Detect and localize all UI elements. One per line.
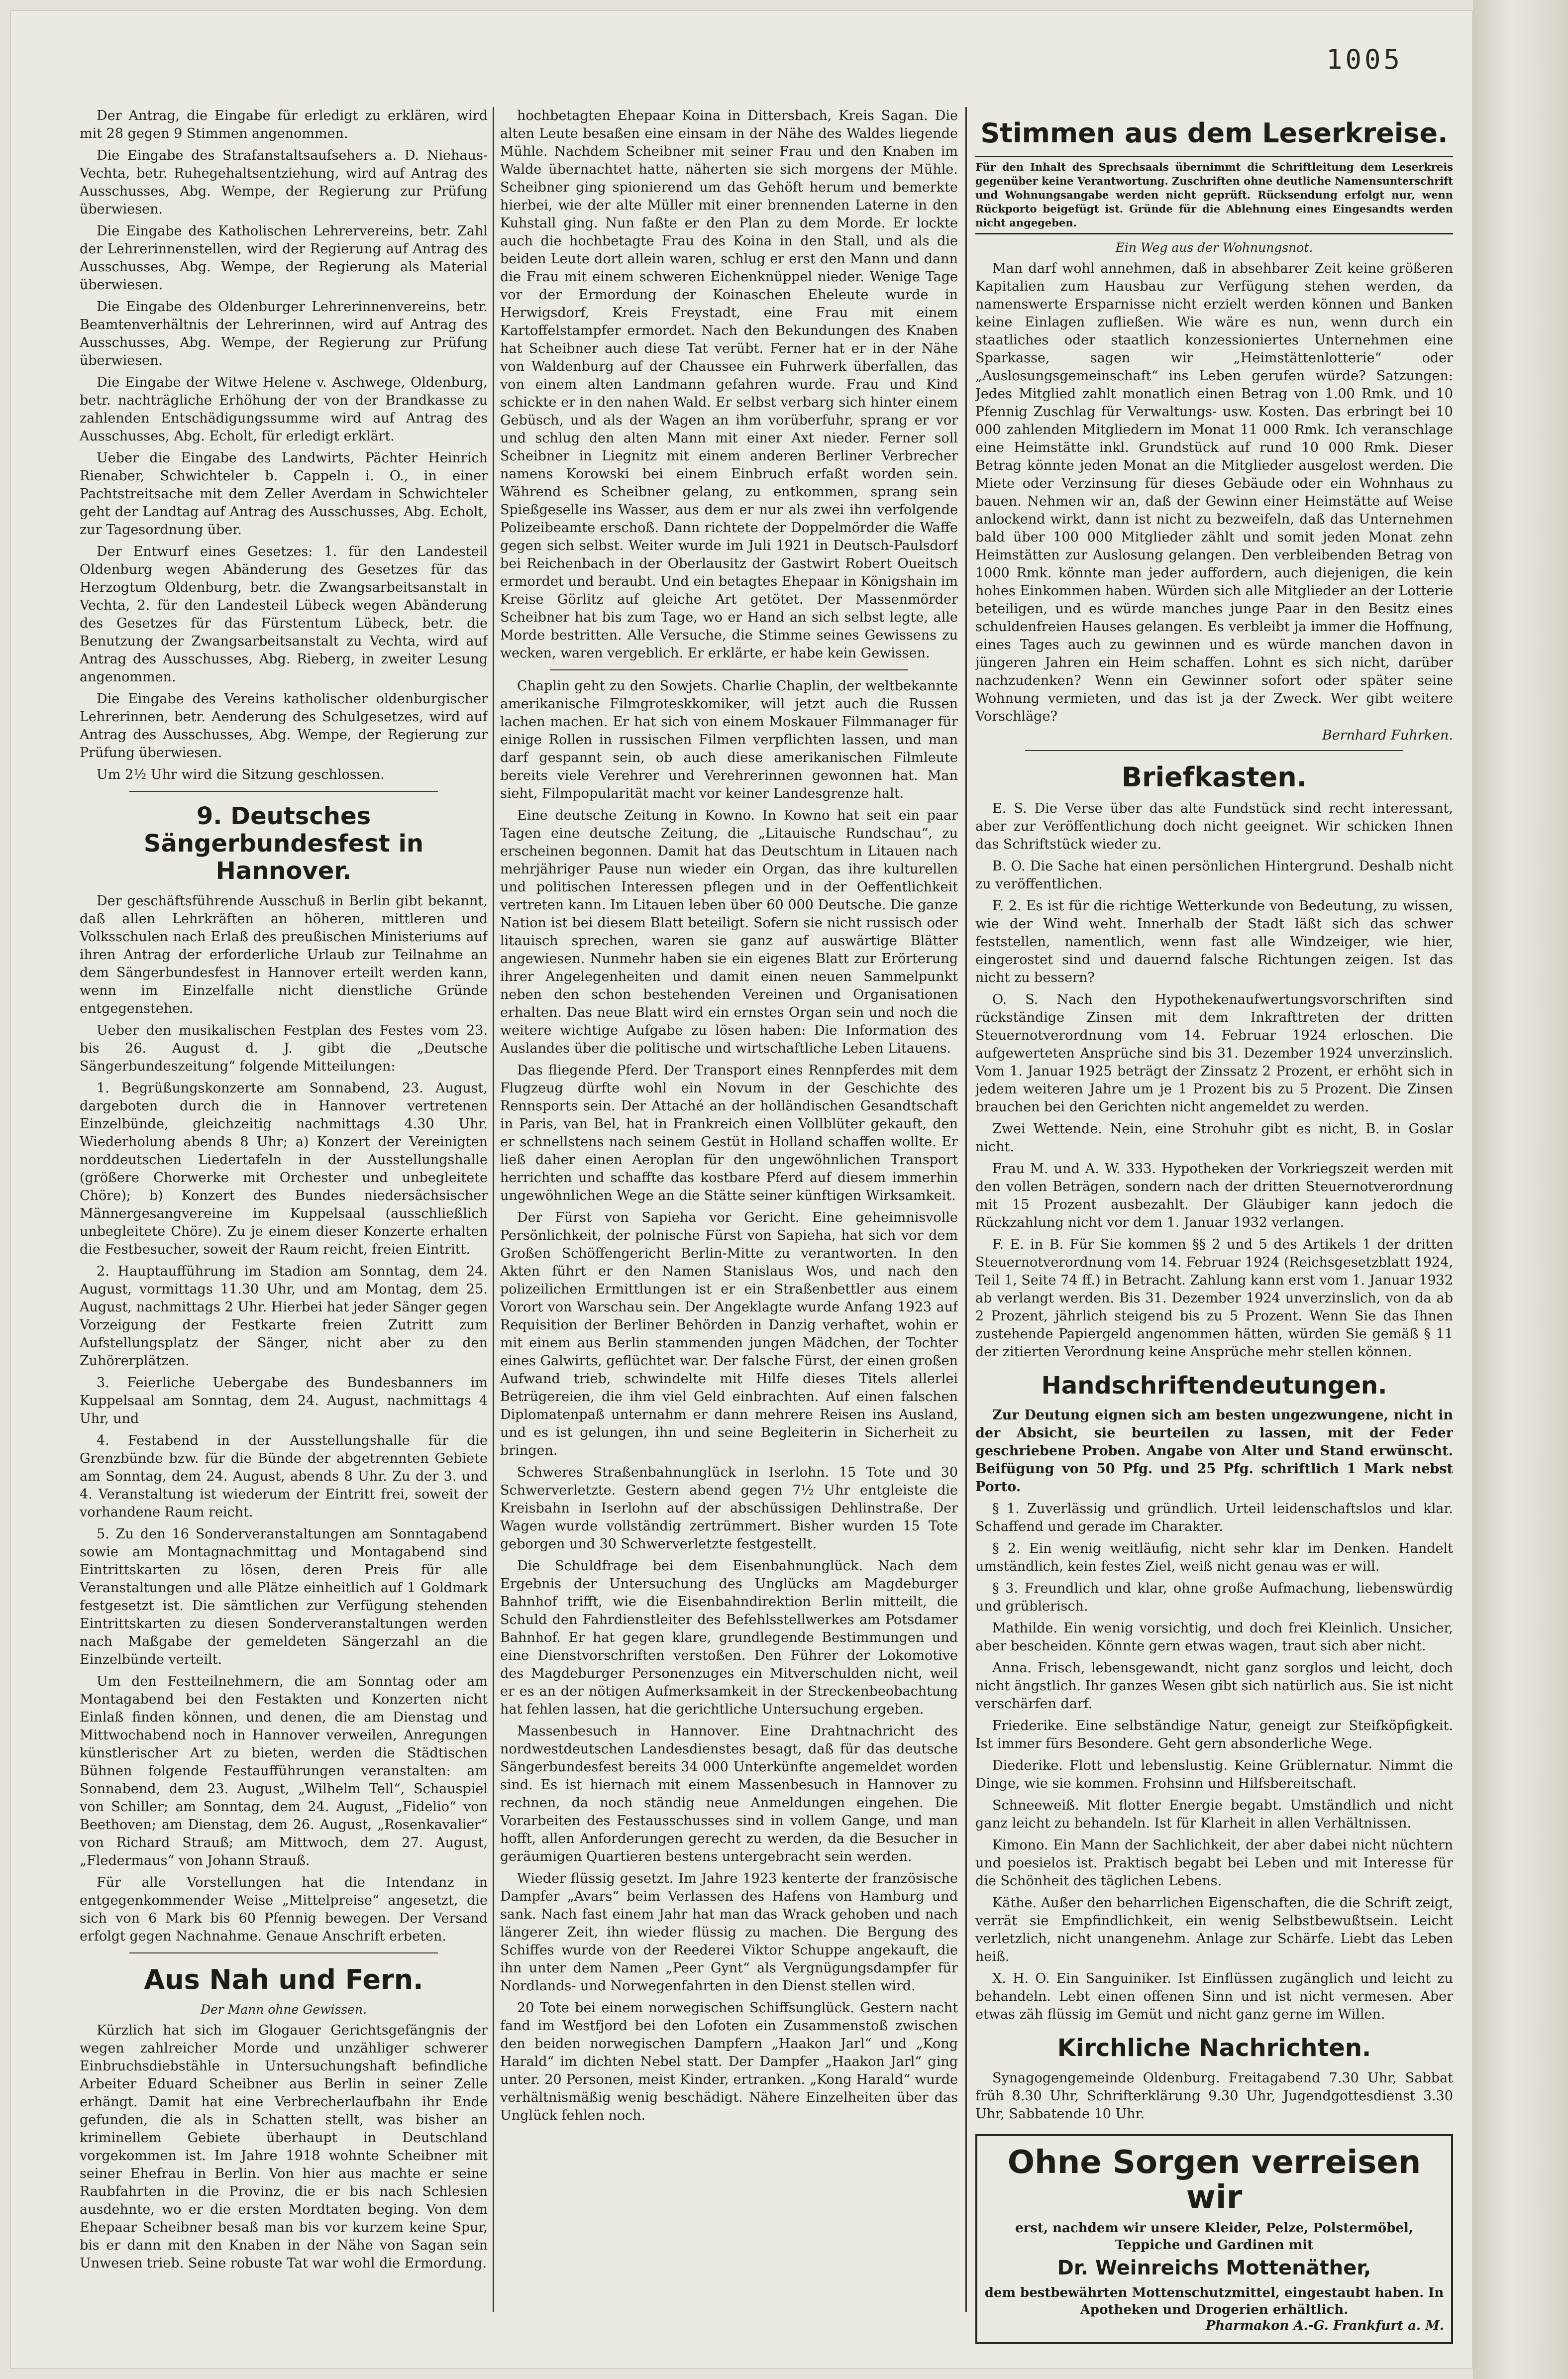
section-heading-kirchliche: Kirchliche Nachrichten. bbox=[1057, 2034, 1371, 2062]
ad-text: dem bestbewährten Mottenschutzmittel, eingestaubt haben. In Apotheken und Drogerien erhältlich. bbox=[984, 2285, 1444, 2318]
page-number: 1005 bbox=[1326, 44, 1403, 75]
column-2 bbox=[500, 107, 958, 2349]
section-heading-handschrift: Handschriftendeutungen. bbox=[1041, 1372, 1387, 1400]
news-item: Die Schuldfrage bei dem Eisenbahnunglück. Nach dem Ergebnis der Untersuchung des Unglücks am Magdeburger Bahnhof trifft, wie die Eisenbahndirektion Berlin mitteilt, die Schuld den Fahrdienstleiter des Befehlsstellwerkes am Potsdamer Bahnhof. Er hat gegen klare, grundlegende Bestimmungen und eine Dienstvorschriften verstoßen. Den Führer der Lokomotive des Magdeburger Personenzuges ein Mitverschulden nicht, weil er es an der nötigen Aufmerksamkeit in der Streckenbeobachtung hat fehlen lassen, hat die gerichtliche Untersuchung ergeben. bbox=[500, 1558, 958, 1717]
page-edge bbox=[1473, 0, 1568, 2379]
paragraph: Um 2½ Uhr wird die Sitzung geschlossen. bbox=[97, 767, 385, 782]
handwriting-item: X. H. O. Ein Sanguiniker. Ist Einflüssen zugänglich und leicht zu behandeln. Lebt einen offenen Sinn und ist nicht vermesen. Aber etwas zäh flüssig im Gemüt und nicht ganz gerne im Willen. bbox=[975, 1971, 1453, 2023]
divider bbox=[550, 669, 908, 670]
mailbox-item: E. S. Die Verse über das alte Fundstück sind recht interessant, aber zur Veröffentlichung doch nicht geeignet. Wir schicken Ihnen das Schriftstück wieder zu. bbox=[975, 801, 1453, 853]
paragraph: Der Entwurf eines Gesetzes: 1. für den Landesteil Oldenburg wegen Abänderung des Gesetzes für das Herzogtum Oldenburg, betr. die Zwangsarbeitsanstalt in Vechta, 2. für den Landesteil Lübeck wegen Abänderung des Gesetzes für das Fürstentum Lübeck, betr. die Benutzung der Zwangsarbeitsanstalt zu Vechta, wird auf Antrag des Ausschusses, Abg. Rieberg, in zweiter Lesung angenommen. bbox=[80, 544, 488, 685]
handwriting-item: Kimono. Ein Mann der Sachlichkeit, der aber dabei nicht nüchtern und poesielos ist. Praktisch begabt bei Leben und mit Interesse für die Schönheit des täglichen Lebens. bbox=[975, 1838, 1453, 1889]
paragraph: Zur Deutung eignen sich am besten ungezwungene, nicht in der Absicht, sie beurteilen zu lassen, mit der Feder geschriebene Proben. Angabe von Alter und Stand erwünscht. Beifügung von 50 Pfg. und 25 Pfg. schriftlich 1 Mark nebst Porto. bbox=[975, 1407, 1453, 1495]
paragraph: 2. Hauptaufführung im Stadion am Sonntag, dem 24. August, vormittags 11.30 Uhr, und am Montag, dem 25. August, nachmittags 2 Uhr. Hierbei hat jeder Sänger gegen Vorzeigung der Festkarte freien Zutritt zum Aufstellungsplatz der Sänger, nicht aber zu den Zuhörerplätzen. bbox=[80, 1263, 488, 1369]
advertisement bbox=[975, 2134, 1453, 2345]
ad-brand: Dr. Weinreichs Mottenäther, bbox=[1057, 2257, 1371, 2280]
editorial-note: Für den Inhalt des Sprechsaals übernimmt die Schriftleitung dem Leserkreis gegenüber keine Verantwortung. Zuschriften ohne deutliche Namensunterschrift und Wohnungsangabe werden nicht geprüft. Rücksendung erfolgt nur, wenn Rückporto beigefügt ist. Gründe für die Ablehnung eines Eingesandts werden nicht angegeben. bbox=[975, 156, 1453, 234]
handwriting-item: § 1. Zuverlässig und gründlich. Urteil leidenschaftslos und klar. Schaffend und gerade im Charakter. bbox=[975, 1501, 1453, 1535]
news-item: Schweres Straßenbahnunglück in Iserlohn. 15 Tote und 30 Schwerverletzte. Gestern abend gegen 7½ Uhr entgleiste die Kreisbahn in Iserlohn auf der abschüssigen Dehlinstraße. Der Wagen wurde vollständig zertrümmert. Bisher wurden 15 Tote geborgen und 30 Schwerverletzte festgestellt. bbox=[500, 1465, 958, 1552]
paragraph: Die Eingabe des Vereins katholischer oldenburgischer Lehrerinnen, betr. Aenderung des Schulgesetzes, wird auf Antrag des Ausschusses, Abg. Wempe, der Regierung zur Prüfung überwiesen. bbox=[80, 691, 488, 760]
paragraph: Der geschäftsführende Ausschuß in Berlin gibt bekannt, daß allen Lehrkräften an höheren, mittleren und Volksschulen nach Erlaß des preußischen Ministeriums auf ihren Antrag der erforderliche Urlaub zur Teilnahme an dem Sängerbundesfest in Hannover erteilt werden kann, wenn im Einzelfalle nicht dienstliche Gründe entgegenstehen. bbox=[80, 893, 488, 1016]
paragraph: Die Eingabe des Oldenburger Lehrerinnenvereins, betr. Beamtenverhältnis der Lehrerinnen, wird auf Antrag des Ausschusses, Abg. Wempe, der Regierung zur Prüfung überwiesen. bbox=[80, 299, 488, 368]
column-3 bbox=[975, 107, 1453, 2349]
handwriting-item: Schneeweiß. Mit flotter Energie begabt. Umständlich und nicht ganz leicht zu behandeln. Ist für Klarheit in allen Verhältnissen. bbox=[975, 1798, 1453, 1832]
paragraph: Synagogengemeinde Oldenburg. Freitagabend 7.30 Uhr, Sabbat früh 8.30 Uhr, Schrifterklärung 9.30 Uhr, Jugendgottesdienst 3.30 Uhr, Sabbatende 10 Uhr. bbox=[975, 2070, 1453, 2122]
article-subheading: Der Mann ohne Gewissen. bbox=[200, 2002, 367, 2017]
paragraph: Man darf wohl annehmen, daß in absehbarer Zeit keine größeren Kapitalien zum Hausbau zur Verfügung stehen werden, da namenswerte Ersparnisse nicht erzielt werden können und Banken keine Einlagen zufließen. Wie wäre es nun, wenn durch ein staatliches oder staatlich konzessioniertes Unternehmen eine Sparkasse, sagen wir „Heimstättenlotterie“ oder „Auslosungsgemeinschaft“ ins Leben gerufen würde? Satzungen: Jedes Mitglied zahlt monatlich einen Betrag von 1.00 Rmk. und 10 Pfennig Zuschlag für Verwaltungs- usw. Kosten. Das erbringt bei 10 000 zahlenden Mitgliedern im Monat 11 000 Rmk. Ich veranschlage eine Heimstätte inkl. Grundstück auf rund 10 000 Rmk. Dieser Betrag könnte jeden Monat an die Mitglieder ausgelost werden. Die Miete oder Verzinsung für dieses Gebäude oder ein Wohnhaus zu bauen. Nehmen wir an, daß der Gewinn einer Heimstätte auf Weise anlockend wirkt, dann ist nicht zu bezweifeln, daß das Unternehmen bald über 100 000 Mitglieder zählt und somit jeden Monat zehn Heimstätten zur Auslosung gelangen. Den verbleibenden Betrag von 1000 Rmk. könnte man jeder auffordern, auch diejenigen, die kein hohes Einkommen haben. Würden sich alle Mitglieder an der Lotterie beteiligen, und es würde manches junge Paar in den Besitz eines schuldenfreien Hauses gelangen. Es verbleibt ja immer die Hoffnung, eines Tages auch zu gewinnen und es würde manchen davon in jüngeren Jahren ein Heim schaffen. Lohnt es sich nicht, darüber nachzudenken? Wenn ein Gewinner sofort oder später seine Wohnung vermieten, und das ist ja der Zweck. Wer gibt weitere Vorschläge? bbox=[975, 261, 1453, 725]
paragraph: Um den Festteilnehmern, die am Sonntag oder am Montagabend bei den Festakten und Konzerten nicht Einlaß finden können, und denen, die am Dienstag und Mittwochabend noch in Hannover verweilen, Anregungen künstlerischer Art zu bieten, werden die Städtischen Bühnen folgende Festaufführungen veranstalten: am Sonnabend, dem 23. August, „Wilhelm Tell“, Schauspiel von Schiller; am Sonntag, dem 24. August, „Fidelio“ von Beethoven; am Dienstag, dem 26. August, „Rosenkavalier“ von Richard Strauß; am Mittwoch, dem 27. August, „Fledermaus“ von Johann Strauß. bbox=[80, 1673, 488, 1868]
paragraph: Ueber den musikalischen Festplan des Festes vom 23. bis 26. August d. J. gibt die „Deutsche Sängerbundeszeitung“ folgende Mitteilungen: bbox=[80, 1022, 488, 1074]
mailbox-item: Frau M. und A. W. 333. Hypotheken der Vorkriegszeit werden mit den vollen Beträgen, sondern nach der dritten Steuernotverordnung mit 15 Prozent ausbezahlt. Der Gläubiger kann jedoch die Rückzahlung nicht vor dem 1. Januar 1932 verlangen. bbox=[975, 1161, 1453, 1231]
paragraph: Der Antrag, die Eingabe für erledigt zu erklären, wird mit 28 gegen 9 Stimmen angenommen. bbox=[80, 108, 488, 141]
paragraph: 4. Festabend in der Ausstellungshalle für die Grenzbünde bzw. für die Bünde der abgetrennten Gebiete am Sonntag, dem 24. August, abends 8 Uhr. Zu der 3. und 4. Veranstaltung ist wiederum der Eintritt frei, soweit der vorhandene Raum reicht. bbox=[80, 1432, 488, 1520]
mailbox-item: Zwei Wettende. Nein, eine Strohuhr gibt es nicht, B. in Goslar nicht. bbox=[975, 1121, 1453, 1155]
news-item: 20 Tote bei einem norwegischen Schiffsunglück. Gestern nacht fand im Westfjord bei den Lofoten ein Zusammenstoß zwischen den beiden norwegischen Dampfern „Haakon Jarl“ und „Kong Harald“ im dichten Nebel statt. Der Dampfer „Haakon Jarl“ ging unter. 20 Personen, meist Kinder, ertranken. „Kong Harald“ wurde verhältnismäßig wenig beschädigt. Nähere Einzelheiten über das Unglück fehlen noch. bbox=[500, 2000, 958, 2123]
news-item: Chaplin geht zu den Sowjets. Charlie Chaplin, der weltbekannte amerikanische Filmgroteskkomiker, will jetzt auch die Russen lachen machen. Er hat sich von einem Moskauer Filmmanager für einige Rollen in russischen Filmen verpflichten lassen, und man darf gespannt sein, ob auch diese amerikanischen Filmleute bereits viele Verehrer und Verehrerinnen gewonnen hat. Man sieht, Filmpopularität macht vor keiner Landesgrenze halt. bbox=[500, 678, 958, 801]
handwriting-item: Anna. Frisch, lebensgewandt, nicht ganz sorglos und leicht, doch nicht ängstlich. Ihr ganzes Wesen gibt sich natürlich aus. Sie ist nicht verschärfen darf. bbox=[975, 1660, 1453, 1712]
handwriting-item: Käthe. Außer den beharrlichen Eigenschaften, die die Schrift zeigt, verrät sie Empfindlichkeit, ein wenig Selbstbewußtsein. Leicht verletzlich, nicht unangenehm. Anlage zur Schärfe. Liebt das Leben heiß. bbox=[975, 1895, 1453, 1965]
mailbox-item: F. E. in B. Für Sie kommen §§ 2 und 5 des Artikels 1 der dritten Steuernotverordnung vom 14. Februar 1924 (Reichsgesetzblatt 1924, Teil 1, Seite 74 ff.) in Betracht. Zahlung kann erst vom 1. Januar 1932 ab verlangt werden. Bis 31. Dezember 1924 unverzinslich, von da ab 2 Prozent, jährlich steigend bis zu 5 Prozent. Wenn Sie das Ihnen zustehende Papiergeld angenommen hätten, würden Sie gemäß § 11 der zitierten Verordnung keine Ansprüche mehr stellen können. bbox=[975, 1237, 1453, 1360]
handwriting-item: § 3. Freundlich und klar, ohne große Aufmachung, liebenswürdig und grüblerisch. bbox=[975, 1581, 1453, 1615]
paragraph: 5. Zu den 16 Sonderveranstaltungen am Sonntagabend sowie am Montagnachmittag und Montagabend sind Eintrittskarten zu lösen, deren Preis für alle Veranstaltungen und alle Plätze einheitlich auf 1 Goldmark festgesetzt ist. Die sämtlichen zur Verfügung stehenden Eintrittskarten zu diesen Sonderveranstaltungen werden nach Maßgabe der gemeldeten Sängerzahl an die Einzelbünde verteilt. bbox=[80, 1526, 488, 1667]
paragraph: Die Eingabe der Witwe Helene v. Aschwege, Oldenburg, betr. nachträgliche Erhöhung der von der Brandkasse zu zahlenden Entschädigungssumme wird auf Antrag des Ausschusses, Abg. Echolt, für erledigt erklärt. bbox=[80, 375, 488, 444]
paragraph: 3. Feierliche Uebergabe des Bundesbanners im Kuppelsaal am Sonntag, dem 24. August, nachmittags 4 Uhr, und bbox=[80, 1375, 488, 1426]
ad-text: erst, nachdem wir unsere Kleider, Pelze, Polstermöbel, Teppiche und Gardinen mit bbox=[1015, 2221, 1413, 2253]
column-rule bbox=[493, 107, 494, 2312]
paragraph: Die Eingabe des Strafanstaltsaufsehers a. D. Niehaus-Vechta, betr. Ruhegehaltsentziehung, wird auf Antrag des Ausschusses, Abg. Wempe, der Regierung zur Prüfung überwiesen. bbox=[80, 148, 488, 217]
column-1 bbox=[80, 107, 488, 2349]
paragraph: Die Eingabe des Katholischen Lehrervereins, betr. Zahl der Lehrerinnenstellen, wird der Regierung auf Antrag des Ausschusses, Abg. Wempe, der Regierung als Material überwiesen. bbox=[80, 223, 488, 293]
handwriting-item: Mathilde. Ein wenig vorsichtig, und doch frei Kleinlich. Unsicher, aber bescheiden. Könnte gern etwas wagen, traut sich aber nicht. bbox=[975, 1621, 1453, 1654]
mailbox-item: B. O. Die Sache hat einen persönlichen Hintergrund. Deshalb nicht zu veröffentlichen. bbox=[975, 859, 1453, 892]
ad-firm: Pharmakon A.-G. Frankfurt a. M. bbox=[1205, 2318, 1444, 2334]
handwriting-item: Friederike. Eine selbständige Natur, geneigt zur Steifköpfigkeit. Ist immer fürs Besondere. Geht gern absonderliche Wege. bbox=[975, 1718, 1453, 1752]
news-item: Eine deutsche Zeitung in Kowno. In Kowno hat seit ein paar Tagen eine deutsche Zeitung, die „Litauische Rundschau“, zu erscheinen begonnen. Damit hat das Deutschtum in Litauen nach mehrjähriger Pause nun wieder ein Organ, das ihre kulturellen und politischen Interessen pflegen und in der Oeffentlichkeit vertreten kann. Im Litauen leben über 60 000 Deutsche. Die ganze Nation ist bei diesem Blatt beteiligt. Sofern sie nicht russisch oder litauisch sprechen, waren sie ganz auf auswärtige Blätter angewiesen. Nunmehr haben sie ein eigenes Blatt zur Erörterung ihrer Angelegenheiten und damit einen neuen Sammelpunkt neben den schon bestehenden Vereinen und Organisationen erhalten. Das neue Blatt wird ein ernstes Organ sein und noch die weitere wichtige Aufgabe zu lösen haben: Die Information des Auslandes über die politische und wirtschaftliche Leben Litauens. bbox=[500, 808, 958, 1056]
divider bbox=[129, 1952, 438, 1953]
paragraph: Für alle Vorstellungen hat die Intendanz in entgegenkommender Weise „Mittelpreise“ angesetzt, die sich von 6 Mark bis 60 Pfennig bewegen. Der Versand erfolgt gegen Nachnahme. Genaue Anschrift erbeten. bbox=[80, 1874, 488, 1944]
mailbox-item: F. 2. Es ist für die richtige Wetterkunde von Bedeutung, zu wissen, wie der Wind weht. Innerhalb der Stadt läßt sich das schwer feststellen, namentlich, wenn fast alle Windzeiger, wie hier, eingerostet sind und dauernd falsche Richtungen zeigen. Ist das nicht zu bessern? bbox=[975, 898, 1453, 986]
section-heading-leserkreis: Stimmen aus dem Leserkreise. bbox=[980, 117, 1448, 149]
section-heading-nah-fern: Aus Nah und Fern. bbox=[144, 1963, 423, 1995]
divider bbox=[129, 791, 438, 792]
news-item: Massenbesuch in Hannover. Eine Drahtnachricht des nordwestdeutschen Landesdienstes besagt, daß für das deutsche Sängerbundesfest bereits 34 000 Unterkünfte angemeldet worden sind. Es ist hiernach mit einem Massenbesuch in Hannover zu rechnen, da noch ständig neue Anmeldungen eingehen. Die Vorarbeiten des Festausschusses sind in vollem Gange, und man hofft, allen Anforderungen gerecht zu werden, da die Besucher in geräumigen Quartieren bestens untergebracht sein werden. bbox=[500, 1724, 958, 1864]
section-heading-briefkasten: Briefkasten. bbox=[1121, 761, 1307, 793]
paragraph: Ueber die Eingabe des Landwirts, Pächter Heinrich Rienaber, Schwichteler b. Cappeln i. O., in einer Pachtstreitsache mit dem Zeller Averdam in Schwichteler geht der Landtag auf Antrag des Ausschusses, Abg. Echolt, zur Tagesordnung über. bbox=[80, 450, 488, 538]
news-item: Das fliegende Pferd. Der Transport eines Rennpferdes mit dem Flugzeug dürfte wohl ein Novum in der Geschichte des Rennsports sein. Der Attaché an der holländischen Gesandtschaft in Paris, van Bel, hat in Frankreich einen Vollblüter gekauft, den er schnellstens nach seinem Gestüt in Holland schaffen wollte. Er ließ daher einen Aeroplan für den ungewöhnlichen Transport herrichten und schaffte das kostbare Pferd auf diesem immerhin ungewöhnlichen Wege an die Stätte seiner künftigen Wirksamkeit. bbox=[500, 1063, 958, 1203]
mailbox-item: O. S. Nach den Hypothekenaufwertungsvorschriften sind rückständige Zinsen mit dem Inkrafttreten der dritten Steuernotverordnung vom 14. Februar 1924 erloschen. Die aufgewerteten Ansprüche sind bis 31. Dezember 1924 unverzinslich. Vom 1. Januar 1925 beträgt der Zinssatz 2 Prozent, er erhöht sich in jedem weiteren Jahre um je 1 Prozent bis zu 5 Prozent. Die Zinsen brauchen bei den Gerichten nicht angemeldet zu werden. bbox=[975, 992, 1453, 1115]
paragraph: hochbetagten Ehepaar Koina in Dittersbach, Kreis Sagan. Die alten Leute besaßen eine einsam in der Nähe des Waldes liegende Mühle. Nachdem Scheibner mit seiner Frau und den Knaben im Walde übernachtet hatte, näherten sie sich morgens der Mühle. Scheibner ging spionierend um das Gehöft herum und bemerkte hierbei, wie der alte Müller mit einer brennenden Laterne in den Kuhstall ging. Nun faßte er den Plan zu dem Morde. Er lockte auch die hochbetagte Frau des Koina in den Stall, und als die beiden Leute dort allein waren, schlug er erst den Mann und dann die Frau mit einem schweren Eichenknüppel nieder. Wenige Tage vor der Ermordung der Koinaschen Eheleute wurde in Herwigsdorf, Kreis Freystadt, eine Frau mit einem Kartoffelstampfer ermordet. Nach den Bekundungen des Knaben hat Scheibner auch diese Tat verübt. Ferner hat er in der Nähe von Waldenburg auf der Chaussee ein Fuhrwerk überfallen, das von einem alten Landmann gefahren wurde. Frau und Kind schickte er in den nahen Wald. Er selbst verbarg sich hinter einem Gebüsch, und als der Wagen an ihm vorüberfuhr, sprang er vor und schlug den alten Mann mit einer Axt nieder. Ferner soll Scheibner in Liegnitz mit einem anderen Berliner Verbrecher namens Korowski bei einem Einbruch erfaßt worden sein. Während es Scheibner gelang, zu entkommen, sprang sein Spießgeselle ins Wasser, aus dem er nur als zwei ihn verfolgende Polizeibeamte erschoß. Dann richtete der Doppelmörder die Waffe gegen sich selbst. Weiter wurde im Juli 1921 in Deutsch-Paulsdorf bei Reichenbach in der Oberlausitz der Gastwirt Robert Oueitsch ermordet und beraubt. Und ein betagtes Ehepaar in Königshain im Kreise Görlitz auf gleiche Art getötet. Der Massenmörder Scheibner hat bis zum Tage, wo er Hand an sich selbst legte, alle Morde bestritten. Alle Versuche, die Stimme seines Gewissens zu wecken, waren vergeblich. Er erklärte, er habe kein Gewissen. bbox=[500, 108, 958, 661]
letter-title: Ein Weg aus der Wohnungsnot. bbox=[1115, 240, 1313, 255]
news-item: Wieder flüssig gesetzt. Im Jahre 1923 kenterte der französische Dampfer „Avars“ beim Verlassen des Hafens von Hamburg und sank. Nach fast einem Jahr hat man das Wrack gehoben und nach längerer Zeit, ihn wieder flüssig zu machen. Die Bergung des Schiffes wurde von der Reederei Viktor Schuppe angekauft, die ihn unter dem Namen „Peer Gynt“ als Vergnügungsdampfer für Nordlands- und Norwegenfahrten in den Dienst stellen wird. bbox=[500, 1871, 958, 1994]
paragraph: 1. Begrüßungskonzerte am Sonnabend, 23. August, dargeboten durch die in Hannover vertretenen Einzelbünde, gleichzeitig nachmittags 4.30 Uhr. Wiederholung abends 8 Uhr; a) Konzert der Vereinigten norddeutschen Liedertafeln in der Ausstellungshalle (größere Chorwerke mit Orchester und unbegleitete Chöre); b) Konzert des Bundes niedersächsischer Männergesangvereine im Kuppelsaal (ausschließlich unbegleitete Chöre). Zu je einem dieser Konzerte erhalten die Festbesucher, soweit der Raum reicht, freien Eintritt. bbox=[80, 1080, 488, 1257]
divider bbox=[1025, 750, 1403, 751]
handwriting-item: § 2. Ein wenig weitläufig, nicht sehr klar im Denken. Handelt umständlich, kein festes Ziel, weiß nicht genau was er will. bbox=[975, 1541, 1453, 1575]
letter-signature: Bernhard Fuhrken. bbox=[1322, 728, 1453, 744]
paragraph: Kürzlich hat sich im Glogauer Gerichtsgefängnis der wegen zahlreicher Morde und unzähliger schwerer Einbruchsdiebstähle in Untersuchungshaft befindliche Arbeiter Eduard Scheibner aus Berlin in seiner Zelle erhängt. Damit hat eine Verbrecherlaufbahn ihr Ende gefunden, die als in Schatten stellt, was bisher an kriminellem Gebiete überhaupt in Deutschland vorgekommen ist. Im Jahre 1918 wohnte Scheibner mit seiner Ehefrau in Berlin. Von hier aus machte er seine Raubfahrten in die Provinz, die er bis nach Schlesien ausdehnte, wo er die ersten Mordtaten beging. Von dem Ehepaar Scheibner besaß man bis vor kurzem keine Spur, bis er dann mit den Knaben in der Nähe von Sagan sein Unwesen trieb. Seine robuste Tat war wohl die Ermordung. bbox=[80, 2022, 488, 2271]
handwriting-item: Diederike. Flott und lebenslustig. Keine Grüblernatur. Nimmt die Dinge, wie sie kommen. Frohsinn und Hilfsbereitschaft. bbox=[975, 1758, 1453, 1792]
ad-headline: Ohne Sorgen verreisen wir bbox=[1007, 2144, 1421, 2216]
news-item: Der Fürst von Sapieha vor Gericht. Eine geheimnisvolle Persönlichkeit, der polnische Fürst von Sapieha, hat sich vor dem Großen Schöffengericht Berlin-Mitte zu verantworten. In den Akten führt er den Namen Stanislaus Wos, und nach den polizeilichen Ermittlungen ist er ein Straßenbettler aus einem Vorort von Warschau sein. Der Angeklagte wurde Anfang 1923 auf Requisition der Berliner Behörden in Danzig verhaftet, wohin er mit einem aus Berlin stammenden jungen Mädchen, der Tochter eines Galwirts, geflüchtet war. Der falsche Fürst, der einen großen Aufwand trieb, schwindelte mit Hilfe dieses Titels allerlei Betrügereien, die ihm viel Geld einbrachten. Auf einen falschen Diplomatenpaß unternahm er dann mehrere Reisen ins Ausland, und es ist gelungen, ihn und seine Begleiterin in Sicherheit zu bringen. bbox=[500, 1210, 958, 1458]
column-rule bbox=[965, 107, 967, 2312]
article-heading-saengerfest: 9. Deutsches Sängerbundesfest in Hannover. bbox=[143, 802, 424, 885]
